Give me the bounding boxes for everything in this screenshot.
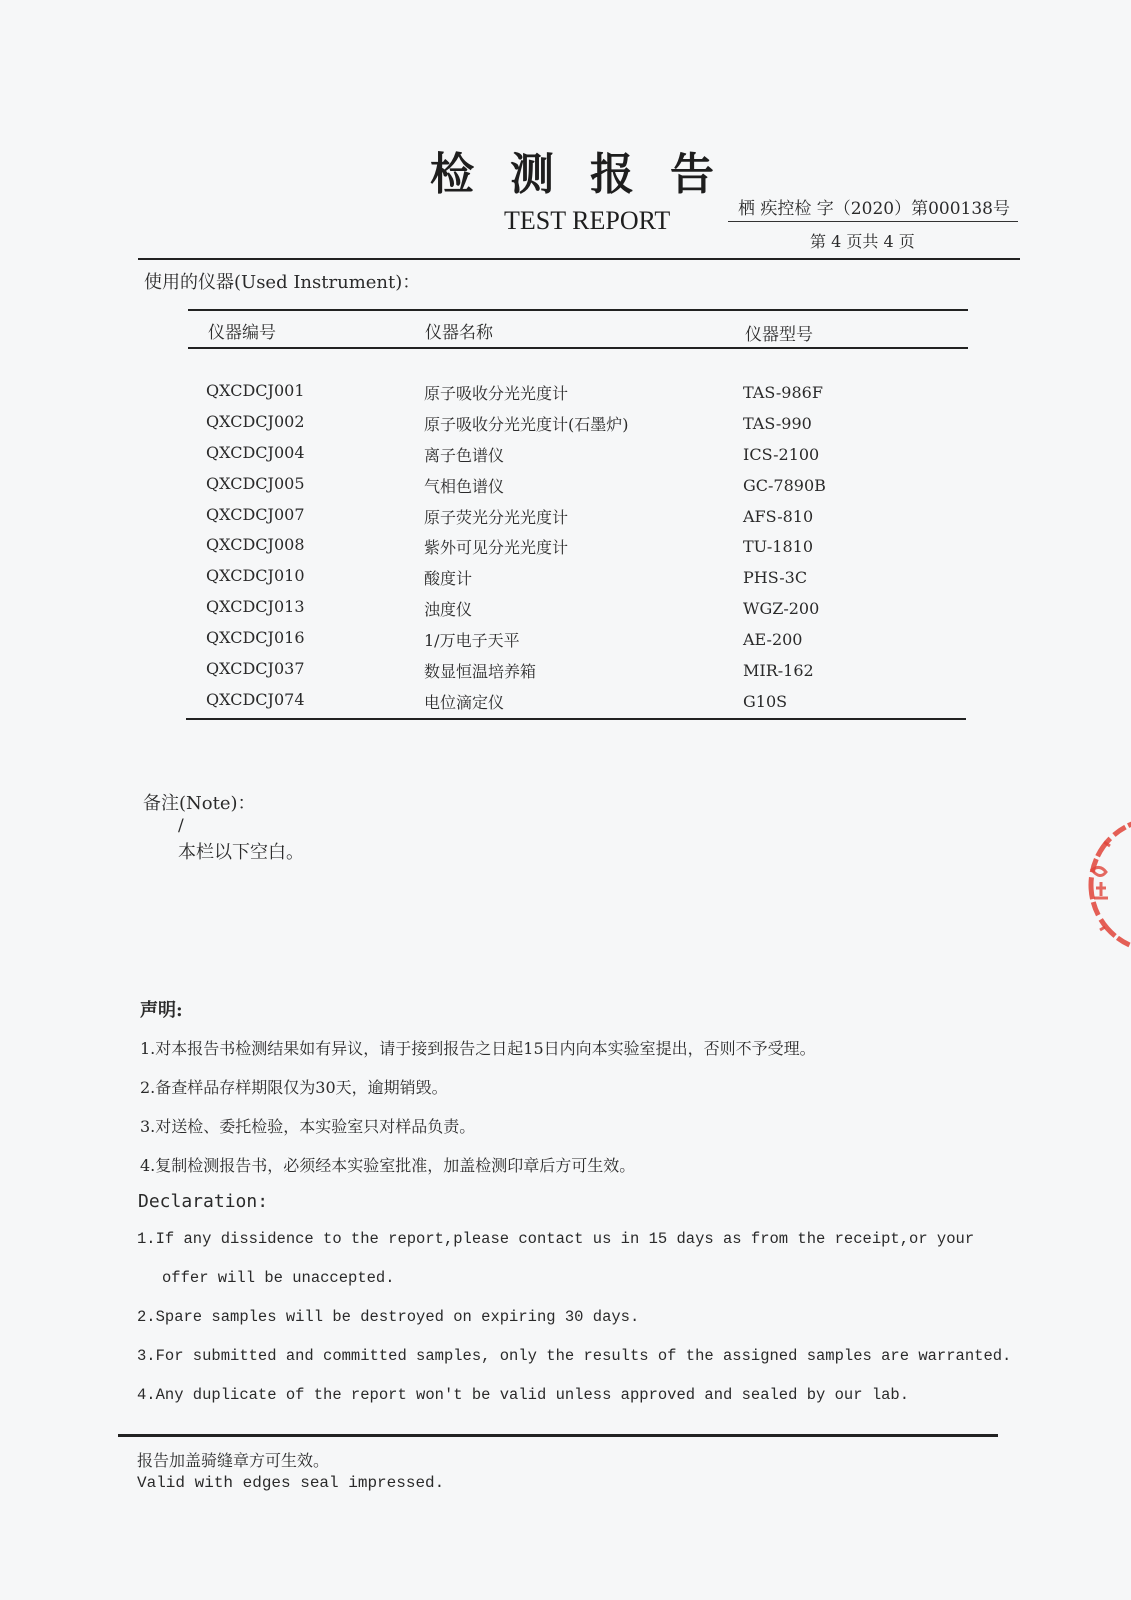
instrument-name: 原子荧光分光光度计 <box>424 508 569 527</box>
report-number: 栖 疾控检 字（2020）第000138号 <box>738 199 1010 219</box>
instrument-name: 紫外可见分光光度计 <box>424 538 569 557</box>
instrument-id: QXCDCJ013 <box>206 597 305 616</box>
instrument-id: QXCDCJ037 <box>206 659 305 678</box>
instrument-id: QXCDCJ007 <box>206 505 305 524</box>
declaration-en-item: 3.For submitted and committed samples, only the results of the assigned samples are warranted. <box>137 1347 1012 1365</box>
instrument-model: TU-1810 <box>743 537 813 556</box>
instrument-id: QXCDCJ008 <box>206 535 305 554</box>
instrument-id: QXCDCJ004 <box>206 443 305 462</box>
instrument-name: 数显恒温培养箱 <box>424 662 537 681</box>
header-divider <box>138 258 1020 260</box>
instrument-id: QXCDCJ010 <box>206 566 305 585</box>
note-text: 本栏以下空白。 <box>178 842 304 863</box>
instrument-model: AFS-810 <box>743 507 814 526</box>
instrument-id: QXCDCJ016 <box>206 628 305 647</box>
declaration-cn-item: 3.对送检、委托检验，本实验室只对样品负责。 <box>140 1117 476 1136</box>
table-bottom-rule <box>186 718 966 720</box>
declaration-en-item-continued: offer will be unaccepted. <box>162 1269 395 1287</box>
page-info: 第 4 页共 4 页 <box>810 232 915 251</box>
note-slash: / <box>178 816 184 836</box>
report-title-en: TEST REPORT <box>504 206 671 235</box>
instrument-id: QXCDCJ002 <box>206 412 305 431</box>
instrument-name: 浊度仪 <box>424 600 473 619</box>
declaration-cn-title: 声明: <box>140 1000 183 1021</box>
instrument-model: WGZ-200 <box>743 599 820 618</box>
instrument-model: GC-7890B <box>743 476 826 495</box>
instrument-id: QXCDCJ001 <box>206 381 305 400</box>
declaration-en-item: 1.If any dissidence to the report,please contact us in 15 days as from the receipt,or your <box>137 1230 975 1248</box>
table-header-rule <box>188 347 968 349</box>
report-title-cn: 检测报告 <box>430 149 750 200</box>
declaration-en-item: 2.Spare samples will be destroyed on expiring 30 days. <box>137 1308 640 1326</box>
instrument-name: 1/万电子天平 <box>424 631 520 650</box>
instrument-name: 原子吸收分光光度计 <box>424 384 569 403</box>
instrument-model: AE-200 <box>743 630 803 649</box>
report-number-underline <box>728 221 1018 222</box>
instrument-model: ICS-2100 <box>743 445 820 464</box>
instrument-name: 离子色谱仪 <box>424 446 505 465</box>
instrument-model: G10S <box>743 692 788 711</box>
instrument-name: 原子吸收分光光度计(石墨炉) <box>424 415 629 434</box>
note-label: 备注(Note)： <box>143 793 256 814</box>
column-header-id: 仪器编号 <box>208 323 276 343</box>
instrument-id: QXCDCJ005 <box>206 474 305 493</box>
instrument-name: 酸度计 <box>424 569 473 588</box>
declaration-cn-item: 1.对本报告书检测结果如有异议，请于接到报告之日起15日内向本实验室提出，否则不予受理。 <box>140 1039 816 1058</box>
declaration-cn-item: 2.备查样品存样期限仅为30天，逾期销毁。 <box>140 1078 448 1097</box>
declaration-en-item: 4.Any duplicate of the report won't be valid unless approved and sealed by our lab. <box>137 1386 910 1404</box>
declaration-cn-item: 4.复制检测报告书，必须经本实验室批准，加盖检测印章后方可生效。 <box>140 1156 636 1175</box>
instrument-name: 气相色谱仪 <box>424 477 505 496</box>
column-header-name: 仪器名称 <box>425 323 493 343</box>
instrument-id: QXCDCJ074 <box>206 690 305 709</box>
instruments-section-label: 使用的仪器(Used Instrument)： <box>144 272 421 293</box>
column-header-model: 仪器型号 <box>745 325 813 345</box>
declaration-en-title: Declaration: <box>138 1191 269 1212</box>
footer-en: Valid with edges seal impressed. <box>137 1474 445 1492</box>
instrument-model: TAS-990 <box>743 414 812 433</box>
footer-divider <box>118 1434 998 1437</box>
footer-cn: 报告加盖骑缝章方可生效。 <box>137 1451 330 1470</box>
red-seal-fragment <box>1082 810 1131 960</box>
instrument-model: MIR-162 <box>743 661 814 680</box>
instrument-model: TAS-986F <box>743 383 823 402</box>
instrument-model: PHS-3C <box>743 568 808 587</box>
instrument-name: 电位滴定仪 <box>424 693 505 712</box>
table-top-rule <box>188 309 968 311</box>
